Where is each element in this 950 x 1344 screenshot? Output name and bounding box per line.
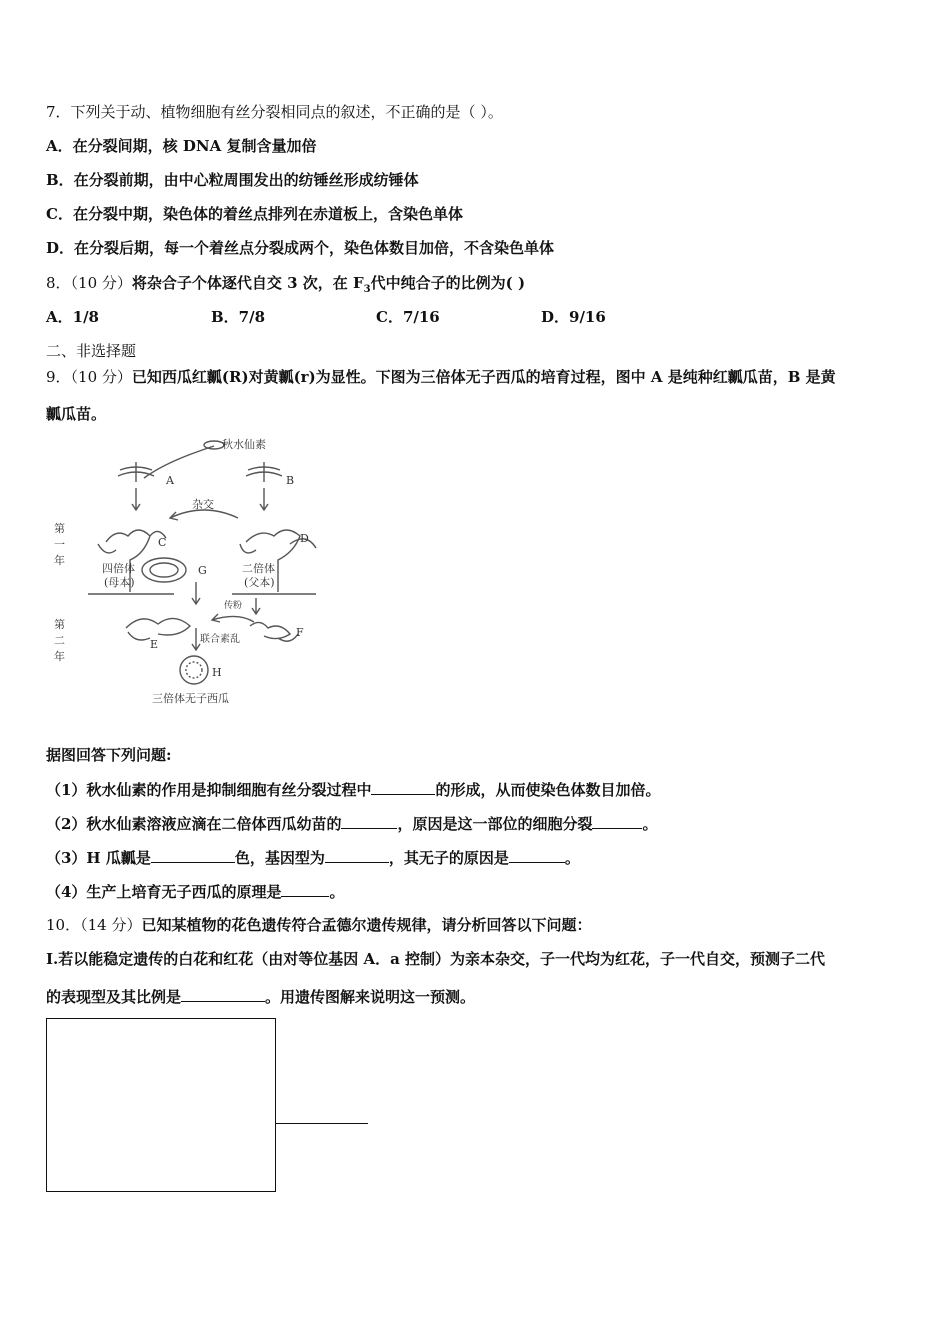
q8-option-b: B．7/8 xyxy=(211,308,266,326)
fig-label-year1: 第一年 xyxy=(54,522,65,567)
fig-label-diploid: 二倍体 xyxy=(242,562,275,575)
answer-line xyxy=(276,1123,368,1124)
q8-option-a: A．1/8 xyxy=(46,308,99,326)
fig-label-colchicine: 秋水仙素 xyxy=(222,438,266,451)
answer-blank[interactable] xyxy=(325,846,389,863)
answer-blank[interactable] xyxy=(281,880,329,897)
answer-blank[interactable] xyxy=(509,846,565,863)
q7-stem: 7．下列关于动、植物细胞有丝分裂相同点的叙述，不正确的是（ ）。 xyxy=(46,103,503,121)
fig-letter-c: C xyxy=(158,536,167,549)
fig-label-father: (父本) xyxy=(244,576,275,589)
fig-letter-g: G xyxy=(198,564,207,577)
fig-letter-b: B xyxy=(286,474,295,487)
fig-letter-d: D xyxy=(300,532,309,545)
section-heading: 二、非选择题 xyxy=(46,342,137,360)
fig-label-pollinate: 传粉 xyxy=(224,601,243,611)
q7-option-d: D．在分裂后期，每一个着丝点分裂成两个，染色体数目加倍，不含染色单体 xyxy=(46,239,555,257)
fig-letter-f: F xyxy=(296,626,304,639)
q10-stem-text: 已知某植物的花色遗传符合孟德尔遗传规律，请分析回答以下问题： xyxy=(141,916,592,934)
q9-subq-3: （3）H 瓜瓤是 色，基因型为 ，其无子的原因是 。 xyxy=(46,846,910,869)
answer-blank[interactable] xyxy=(592,812,642,829)
answer-blank[interactable] xyxy=(151,846,235,863)
q8-stem xyxy=(46,272,910,301)
q9-stem-part-a: 已知西瓜红瓤(R)对黄瓤(r)为显性。下图为三倍体无子西瓜的培育过程，图中 A 是纯种红瓤瓜苗，B 是黄 xyxy=(131,368,836,386)
genetic-diagram-answer-box[interactable] xyxy=(46,1018,276,1192)
q10-part1-cont: 的表现型及其比例是 。用遗传图解来说明这一预测。 xyxy=(46,985,910,1008)
fig-label-pollen-stim: 联合素乱 xyxy=(200,634,240,645)
q8-stem-part-b: 代中纯合子的比例为( ) xyxy=(370,274,526,292)
q10-stem xyxy=(46,914,910,936)
fig-label-year2: 第二年 xyxy=(54,618,65,663)
q9-prompt: 据图回答下列问题: xyxy=(46,746,172,764)
q9-subq-2: （2）秋水仙素溶液应滴在二倍体西瓜幼苗的 ，原因是这一部位的细胞分裂 。 xyxy=(46,812,910,835)
answer-blank[interactable] xyxy=(341,812,397,829)
q9-subq-4: （4）生产上培育无子西瓜的原理是 。 xyxy=(46,880,910,903)
q7-option-c: C．在分裂中期，染色体的着丝点排列在赤道板上，含染色单体 xyxy=(46,205,463,223)
fig-label-hybrid: 杂交 xyxy=(192,498,214,511)
fig-letter-h: H xyxy=(212,666,222,679)
q9-number: 9．（10 分） xyxy=(46,368,132,386)
q8-subscript: 3 xyxy=(363,284,371,295)
q8-option-d: D．9/16 xyxy=(541,308,606,326)
q8-option-c: C．7/16 xyxy=(376,308,440,326)
answer-blank[interactable] xyxy=(181,985,265,1002)
fig-letter-a: A xyxy=(166,474,174,487)
q9-subq-1: （1）秋水仙素的作用是抑制细胞有丝分裂过程中 的形成，从而使染色体数目加倍。 xyxy=(46,778,910,801)
fig-label-mother: (母本) xyxy=(104,576,135,589)
q10-part1: I.若以能稳定遗传的白花和红花（由对等位基因 A．a 控制）为亲本杂交，子一代均为红花，子一代自交，预测子二代 xyxy=(46,950,826,968)
answer-blank[interactable] xyxy=(371,778,435,795)
q7-option-a: A．在分裂间期，核 DNA 复制含量加倍 xyxy=(46,137,317,155)
q10-number: 10．（14 分） xyxy=(46,916,142,934)
q9-stem xyxy=(46,366,910,388)
watermelon-breeding-diagram xyxy=(46,432,346,710)
q8-number: 8．（10 分） xyxy=(46,274,132,292)
fig-label-result: 三倍体无子西瓜 xyxy=(152,692,229,705)
fig-label-tetraploid: 四倍体 xyxy=(102,562,135,575)
q7-option-b: B．在分裂前期，由中心粒周围发出的纺锤丝形成纺锤体 xyxy=(46,171,419,189)
q9-stem-cont: 瓤瓜苗。 xyxy=(46,405,107,423)
q8-stem-part-a: 将杂合子个体逐代自交 3 次，在 F xyxy=(131,274,364,292)
fig-letter-e: E xyxy=(150,638,159,651)
